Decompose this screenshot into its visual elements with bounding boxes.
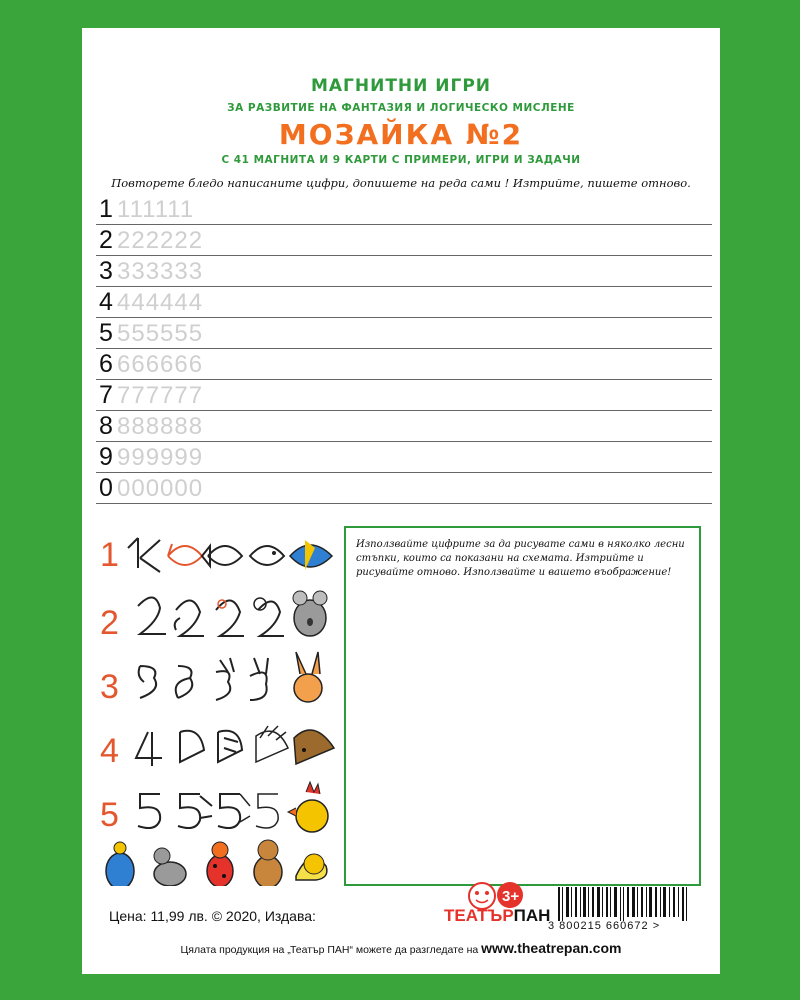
digit-label: 6 [99, 350, 113, 378]
svg-text:1: 1 [100, 536, 119, 574]
header-line1: МАГНИТНИ ИГРИ [310, 76, 492, 96]
age-badge: 3+ [502, 888, 520, 905]
worksheet-page [82, 28, 720, 974]
digit-label: 3 [99, 257, 113, 285]
digit-label: 9 [99, 443, 113, 471]
footer-note-text: Цялата продукция на „Театър ПАН“ можете да разгледате на [180, 944, 479, 956]
ghost-digits: 222222 [117, 227, 204, 254]
ghost-digits: 555555 [117, 320, 204, 347]
digit-row [96, 473, 712, 504]
website-link[interactable]: www.theatrepan.com [481, 940, 622, 956]
digit-row [96, 256, 712, 287]
digit-row [96, 442, 712, 473]
svg-text:3: 3 [100, 668, 119, 706]
brand-black: ПАН [513, 906, 551, 925]
ghost-digits: 111111 [117, 196, 195, 223]
publisher-brand [444, 906, 550, 926]
digit-practice-rows [96, 194, 712, 504]
ghost-digits: 666666 [117, 351, 204, 378]
page-title: МОЗАЙКА №2 [278, 118, 524, 151]
price-line: Цена: 11,99 лв. © 2020, Издава: [109, 908, 316, 924]
barcode-number: 3 800215 660672 > [548, 920, 661, 932]
digit-row [96, 318, 712, 349]
instructions: Повторете бледо написаните цифри, допишете на реда сами ! Изтрийте, пишете отново. [111, 176, 691, 190]
header-line4: С 41 МАГНИТА И 9 КАРТИ С ПРИМЕРИ, ИГРИ И ЗАДАЧИ [221, 154, 581, 166]
digit-row [96, 349, 712, 380]
digit-row [96, 225, 712, 256]
digit-label: 0 [99, 474, 113, 502]
digit-label: 8 [99, 412, 113, 440]
digit-label: 1 [99, 195, 113, 223]
ghost-digits: 777777 [117, 382, 204, 409]
number-drawing-steps-illustration [100, 526, 345, 886]
brand-red: ТЕАТЪР [444, 906, 514, 925]
digit-row [96, 194, 712, 225]
header-line2: ЗА РАЗВИТИЕ НА ФАНТАЗИЯ И ЛОГИЧЕСКО МИСЛЕНЕ [227, 102, 575, 114]
digit-row [96, 380, 712, 411]
digit-label: 2 [99, 226, 113, 254]
footer-note [82, 940, 720, 956]
ghost-digits: 888888 [117, 413, 204, 440]
digit-label: 7 [99, 381, 113, 409]
ghost-digits: 333333 [117, 258, 204, 285]
ghost-digits: 444444 [117, 289, 204, 316]
digit-label: 5 [99, 319, 113, 347]
ghost-digits: 000000 [117, 475, 204, 502]
digit-row [96, 411, 712, 442]
svg-text:4: 4 [100, 732, 119, 770]
svg-text:5: 5 [100, 796, 119, 834]
digit-row [96, 287, 712, 318]
svg-text:2: 2 [100, 604, 119, 642]
digit-label: 4 [99, 288, 113, 316]
drawing-box-text: Използвайте цифрите за да рисувате сами в няколко лесни стъпки, които са показани на схемата. Изтрийте и рисувайте отново. Използвайте и вашето въображение! [356, 539, 685, 578]
ghost-digits: 999999 [117, 444, 204, 471]
drawing-area[interactable] [344, 526, 701, 886]
